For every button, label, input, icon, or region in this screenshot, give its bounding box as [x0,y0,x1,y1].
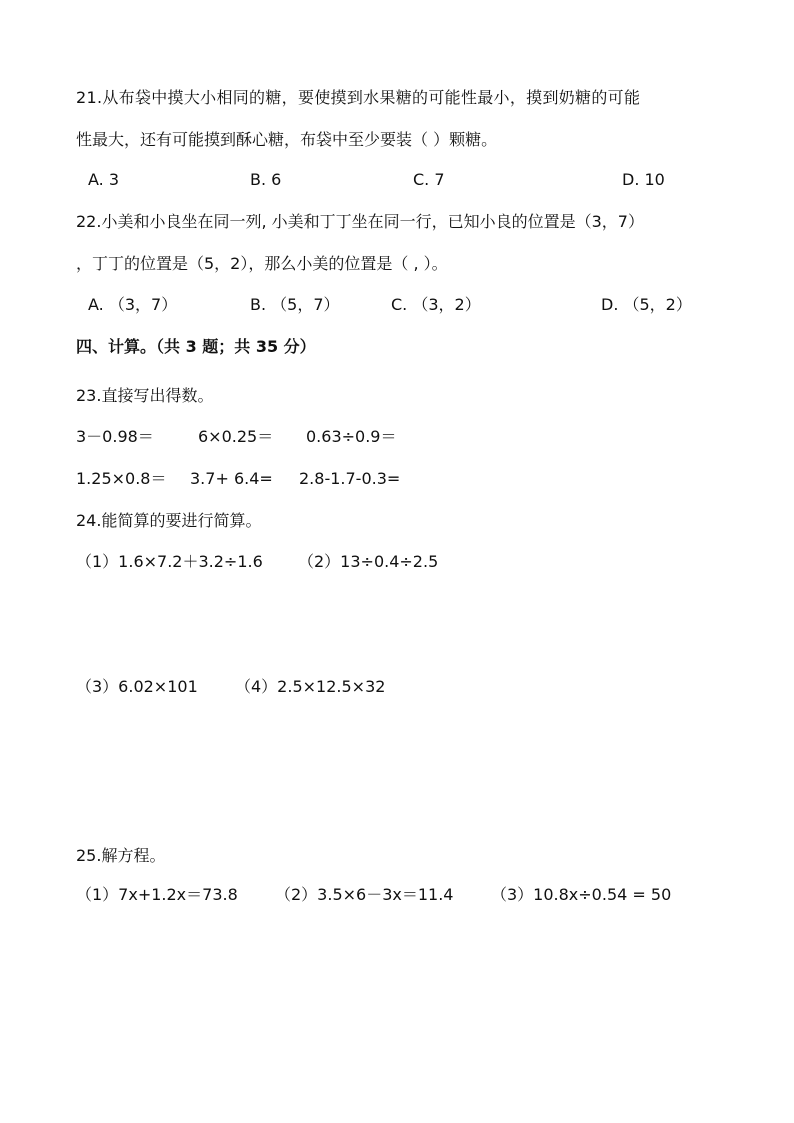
q25-item-3: （3）10.8x÷0.54 = 50 [491,885,672,904]
q22-option-a: A. （3，7） [88,295,178,314]
q25-title: 25.解方程。 [76,846,166,865]
q23-item-3: 0.63÷0.9＝ [306,427,397,446]
q21-option-a: A. 3 [88,170,120,189]
q22-option-c: C. （3，2） [391,295,481,314]
q23-item-1: 3－0.98＝ [76,427,154,446]
q24-item-4: （4）2.5×12.5×32 [235,677,386,696]
q21-option-d: D. 10 [622,170,665,189]
q22-text-line1: 22.小美和小良坐在同一列, 小美和丁丁坐在同一行，已知小良的位置是（3，7） [76,212,644,231]
section-heading: 四、计算。（共 3 题；共 35 分） [76,337,316,356]
q24-item-3: （3）6.02×101 [76,677,198,696]
q23-item-4: 1.25×0.8＝ [76,469,167,488]
q24-item-2: （2）13÷0.4÷2.5 [298,552,439,571]
q21-text-line1: 21.从布袋中摸大小相同的糖，要使摸到水果糖的可能性最小，摸到奶糖的可能 [76,88,641,107]
q21-option-c: C. 7 [413,170,445,189]
q25-item-2: （2）3.5×6－3x＝11.4 [275,885,454,904]
q22-option-d: D. （5，2） [601,295,692,314]
q24-item-1: （1）1.6×7.2＋3.2÷1.6 [76,552,263,571]
q24-title: 24.能简算的要进行简算。 [76,511,262,530]
q21-option-b: B. 6 [250,170,282,189]
q21-text-line2: 性最大，还有可能摸到酥心糖，布袋中至少要装（ ）颗糖。 [76,130,498,149]
q23-item-6: 2.8-1.7-0.3= [299,469,401,488]
q22-option-b: B. （5，7） [250,295,340,314]
q23-title: 23.直接写出得数。 [76,386,214,405]
q23-item-2: 6×0.25＝ [198,427,274,446]
q22-text-line2: ，丁丁的位置是（5，2），那么小美的位置是（ , ）。 [76,254,448,273]
q23-item-5: 3.7+ 6.4= [190,469,273,488]
q25-item-1: （1）7x+1.2x＝73.8 [76,885,238,904]
